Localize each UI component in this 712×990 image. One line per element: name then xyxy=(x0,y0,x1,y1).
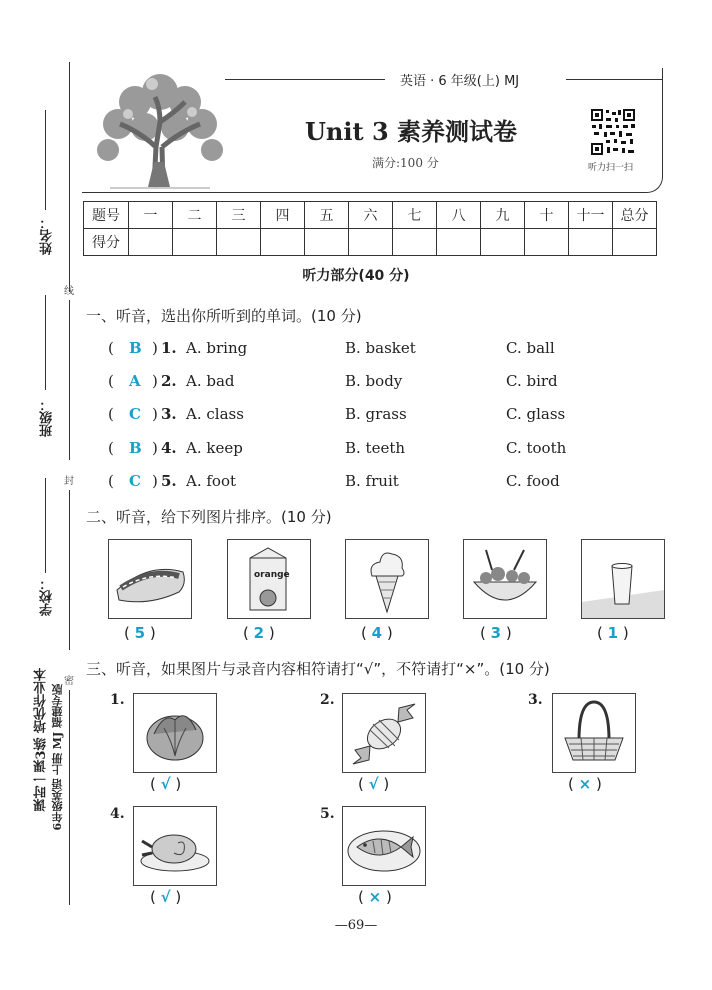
salad-picture xyxy=(463,539,547,619)
table-row-label: 得分 xyxy=(84,229,129,256)
judge-answer: ( √ ) xyxy=(150,888,182,906)
header-rule xyxy=(566,79,662,80)
secret-mark: 密 xyxy=(64,676,74,687)
score-cell[interactable] xyxy=(129,229,173,256)
judge-answer: ( × ) xyxy=(568,775,602,793)
question-row: ( C ) 3. A. class B. grass C. glass xyxy=(108,405,566,423)
judge-answer: ( √ ) xyxy=(358,775,390,793)
question-row: ( B ) 1. A. bring B. basket C. ball xyxy=(108,339,555,357)
option-c[interactable]: C. food xyxy=(506,472,560,490)
qr-label: 听力扫一扫 xyxy=(588,163,634,173)
question-number: 3. xyxy=(161,405,177,423)
class-field-line[interactable] xyxy=(45,295,46,390)
table-header-cell: 八 xyxy=(437,202,481,229)
order-answer: ( 4 ) xyxy=(361,624,393,642)
option-c[interactable]: C. bird xyxy=(506,372,558,390)
score-cell[interactable] xyxy=(525,229,569,256)
score-cell[interactable] xyxy=(393,229,437,256)
page-title: Unit 3 素养测试卷 xyxy=(305,117,517,146)
cabbage-picture xyxy=(133,693,217,773)
qr-code-icon[interactable] xyxy=(590,108,636,156)
score-cell[interactable] xyxy=(613,229,657,256)
option-c[interactable]: C. ball xyxy=(506,339,555,357)
table-header-cell: 总分 xyxy=(613,202,657,229)
order-answer: ( 3 ) xyxy=(480,624,512,642)
roast-chicken-picture xyxy=(133,806,217,886)
answer-value[interactable]: 3 xyxy=(490,624,502,642)
table-header-cell: 四 xyxy=(261,202,305,229)
question-number: 5. xyxy=(161,472,177,490)
option-b[interactable]: B. body xyxy=(345,372,403,390)
score-cell[interactable] xyxy=(305,229,349,256)
answer-value[interactable]: √ xyxy=(160,775,171,793)
water-glass-picture xyxy=(581,539,665,619)
answer-value[interactable]: 2 xyxy=(253,624,265,642)
full-score: 满分:100 分 xyxy=(372,156,439,170)
order-answer: ( 1 ) xyxy=(597,624,629,642)
answer-value[interactable]: × xyxy=(368,888,382,906)
option-b[interactable]: B. basket xyxy=(345,339,416,357)
line-mark: 线 xyxy=(64,286,74,297)
answer-value[interactable]: C xyxy=(129,405,141,423)
table-header-cell: 十 xyxy=(525,202,569,229)
table-header-cell: 三 xyxy=(217,202,261,229)
option-c[interactable]: C. tooth xyxy=(506,439,567,457)
hotdog-picture xyxy=(108,539,192,619)
option-b[interactable]: B. grass xyxy=(345,405,407,423)
table-header-cell: 题号 xyxy=(84,202,129,229)
orange-juice-picture xyxy=(227,539,311,619)
grade-label: 英语 · 6 年级(上) MJ xyxy=(400,74,520,89)
question-number: 2. xyxy=(320,692,335,708)
listening-section-header: 听力部分(40 分) xyxy=(302,268,410,284)
question-row: ( A ) 2. A. bad B. body C. bird xyxy=(108,372,558,390)
table-header-cell: 十一 xyxy=(569,202,613,229)
question-row: ( C ) 5. A. foot B. fruit C. food xyxy=(108,472,560,490)
option-a[interactable]: A. bring xyxy=(186,339,248,357)
answer-value[interactable]: √ xyxy=(368,775,379,793)
option-a[interactable]: A. bad xyxy=(186,372,235,390)
option-a[interactable]: A. foot xyxy=(186,472,237,490)
question-number: 1. xyxy=(161,339,177,357)
order-answer: ( 2 ) xyxy=(243,624,275,642)
margin-line xyxy=(69,690,70,905)
answer-value[interactable]: 1 xyxy=(607,624,619,642)
score-cell[interactable] xyxy=(481,229,525,256)
question-row: ( B ) 4. A. keep B. teeth C. tooth xyxy=(108,439,567,457)
section2-title: 二、听音，给下列图片排序。(10 分) xyxy=(86,508,332,526)
header-rule xyxy=(225,79,385,80)
name-field-line[interactable] xyxy=(45,110,46,210)
score-cell[interactable] xyxy=(437,229,481,256)
answer-value[interactable]: A xyxy=(129,372,141,390)
fish-picture xyxy=(342,806,426,886)
option-c[interactable]: C. glass xyxy=(506,405,566,423)
page-number: —69— xyxy=(334,918,378,933)
answer-value[interactable]: √ xyxy=(160,888,171,906)
candy-picture xyxy=(342,693,426,773)
book-subtitle: 6年级英语 上册 MJ 福建专版 xyxy=(51,684,64,831)
book-title: 课时一课3练 培优作业本 xyxy=(34,668,49,812)
question-number: 3. xyxy=(528,692,543,708)
question-number: 2. xyxy=(161,372,177,390)
section3-title: 三、听音，如果图片与录音内容相符请打“√”，不符请打“×”。(10 分) xyxy=(86,660,550,678)
option-b[interactable]: B. teeth xyxy=(345,439,406,457)
answer-value[interactable]: C xyxy=(129,472,141,490)
name-label: 姓名： xyxy=(40,216,55,255)
score-table xyxy=(83,201,657,256)
table-header-cell: 六 xyxy=(349,202,393,229)
section1-title: 一、听音，选出你所听到的单词。(10 分) xyxy=(86,307,362,325)
answer-value[interactable]: B xyxy=(129,339,142,357)
answer-value[interactable]: 4 xyxy=(371,624,383,642)
table-header-cell: 九 xyxy=(481,202,525,229)
answer-value[interactable]: 5 xyxy=(134,624,146,642)
table-header-cell: 二 xyxy=(173,202,217,229)
question-number: 4. xyxy=(161,439,177,457)
score-cell[interactable] xyxy=(173,229,217,256)
question-number: 1. xyxy=(110,692,125,708)
school-field-line[interactable] xyxy=(45,478,46,573)
answer-value[interactable]: × xyxy=(578,775,592,793)
basket-picture xyxy=(552,693,636,773)
question-number: 5. xyxy=(320,806,335,822)
option-a[interactable]: A. keep xyxy=(186,439,243,457)
score-cell[interactable] xyxy=(349,229,393,256)
seal-mark: 封 xyxy=(64,476,74,487)
option-b[interactable]: B. fruit xyxy=(345,472,399,490)
question-number: 4. xyxy=(110,806,125,822)
option-a[interactable]: A. class xyxy=(186,405,244,423)
score-cell[interactable] xyxy=(569,229,613,256)
school-label: 学校： xyxy=(40,577,55,616)
answer-value[interactable]: B xyxy=(129,439,142,457)
margin-line xyxy=(69,490,70,650)
class-label: 班级： xyxy=(40,398,55,437)
margin-line xyxy=(69,62,70,292)
margin-line xyxy=(69,300,70,460)
judge-answer: ( × ) xyxy=(358,888,392,906)
ice-cream-picture xyxy=(345,539,429,619)
judge-answer: ( √ ) xyxy=(150,775,182,793)
score-cell[interactable] xyxy=(217,229,261,256)
table-header-cell: 七 xyxy=(393,202,437,229)
table-header-cell: 一 xyxy=(129,202,173,229)
table-header-cell: 五 xyxy=(305,202,349,229)
score-cell[interactable] xyxy=(261,229,305,256)
order-answer: ( 5 ) xyxy=(124,624,156,642)
carton-label: orange xyxy=(254,570,290,580)
tree-illustration xyxy=(90,62,230,192)
